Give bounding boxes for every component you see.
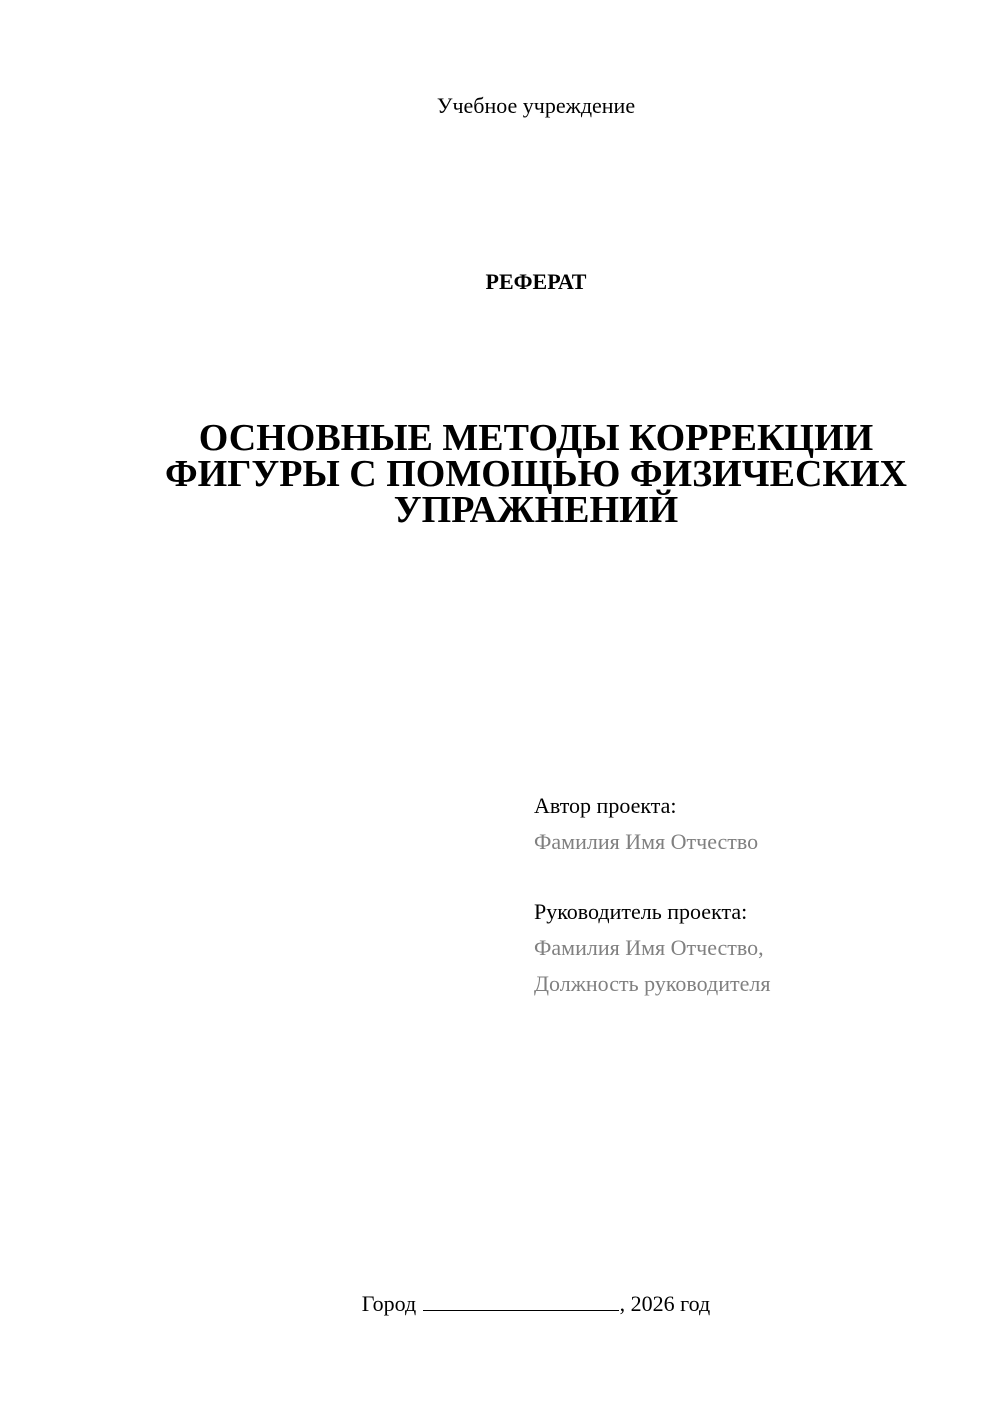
document-title <box>100 417 972 531</box>
footer-city-year <box>0 1290 1000 1318</box>
credits-block <box>534 788 974 1002</box>
institution-name: Учебное учреждение <box>436 93 636 118</box>
supervisor-label: Руководитель проекта: <box>534 899 748 924</box>
city-label: Город <box>361 1291 417 1316</box>
city-blank-line <box>423 1290 619 1311</box>
document-type: РЕФЕРАТ <box>485 269 587 294</box>
author-name: Фамилия Имя Отчество <box>534 829 759 854</box>
credits-spacer <box>534 860 974 894</box>
supervisor-name: Фамилия Имя Отчество, <box>534 935 764 960</box>
title-line: УПРАЖНЕНИЙ <box>393 489 679 531</box>
supervisor-position: Должность руководителя <box>534 971 771 996</box>
title-line: ОСНОВНЫЕ МЕТОДЫ КОРРЕКЦИИ <box>198 417 874 459</box>
year-text: , 2026 год <box>619 1291 711 1316</box>
title-line: ФИГУРЫ С ПОМОЩЬЮ ФИЗИЧЕСКИХ <box>165 453 907 495</box>
author-label: Автор проекта: <box>534 793 677 818</box>
